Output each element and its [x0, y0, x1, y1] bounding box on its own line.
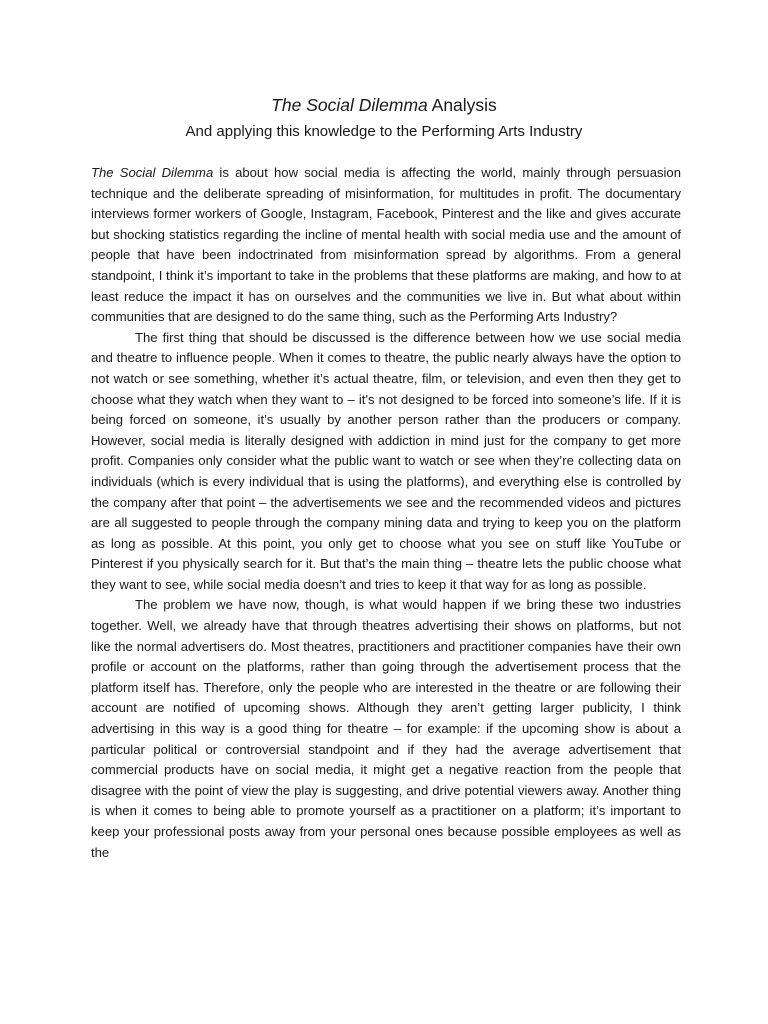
document-body	[91, 163, 681, 863]
document-subtitle: And applying this knowledge to the Performing Arts Industry	[185, 123, 583, 140]
document-title-rest: Analysis	[427, 95, 497, 115]
paragraph-1	[91, 163, 681, 328]
document-title	[0, 94, 768, 116]
paragraph-1-lead: The Social Dilemma	[91, 165, 214, 180]
paragraph-3: The problem we have now, though, is what would happen if we bring these two industries together. Well, we already have that through theatres advertising their shows on platforms, but not like the normal advertisers do. Most theatres, practitioners and practitioner companies have their own profile or account on the platforms, rather than going through the advertisement process that the platform itself has. Therefore, only the people who are interested in the theatre or are following their account are notified of upcoming shows. Although they aren’t getting larger publicity, I think advertising in this way is a good thing for theatre – for example: if the upcoming show is about a particular political or controversial standpoint and if they had the average advertisement that commercial products have on social media, it might get a negative reaction from the people that disagree with the point of view the play is suggesting, and drive potential viewers away. Another thing is when it comes to being able to promote yourself as a practitioner on a platform; it’s important to keep your professional posts away from your personal ones because possible employees as well as the	[91, 597, 681, 860]
paragraph-1-text: is about how social media is affecting the world, mainly through persuasion technique and the deliberate spreading of misinformation, for multitudes in profit. The documentary interviews former workers of Google, Instagram, Facebook, Pinterest and the like and gives accurate but shocking statistics regarding the incline of mental health with social media use and the amount of people that have been indoctrinated from misinformation spread by algorithms. From a general standpoint, I think it’s important to take in the problems that these platforms are making, and how to at least reduce the impact it has on ourselves and the communities we live in. But what about within communities that are designed to do the same thing, such as the Performing Arts Industry?	[91, 165, 681, 325]
document-title-italic: The Social Dilemma	[271, 95, 428, 115]
paragraph-2: The first thing that should be discussed is the difference between how we use social media and theatre to influence people. When it comes to theatre, the public nearly always have the option to not watch or see something, whether it’s actual theatre, film, or television, and even then they get to choose what they watch when they want to – it's not designed to be forced into someone’s life. If it is being forced on someone, it’s usually by another person rather than the producers or company. However, social media is literally designed with addiction in mind just for the company to get more profit. Companies only consider what the public want to watch or see when they’re collecting data on individuals (which is every individual that is using the platforms), and everything else is controlled by the company after that point – the advertisements we see and the recommended videos and pictures are all suggested to people through the company mining data and trying to keep you on the platform as long as possible. At this point, you only get to choose what you see on stuff like YouTube or Pinterest if you physically search for it. But that’s the main thing – theatre lets the public choose what they want to see, while social media doesn’t and tries to keep it that way for as long as possible.	[91, 329, 681, 592]
